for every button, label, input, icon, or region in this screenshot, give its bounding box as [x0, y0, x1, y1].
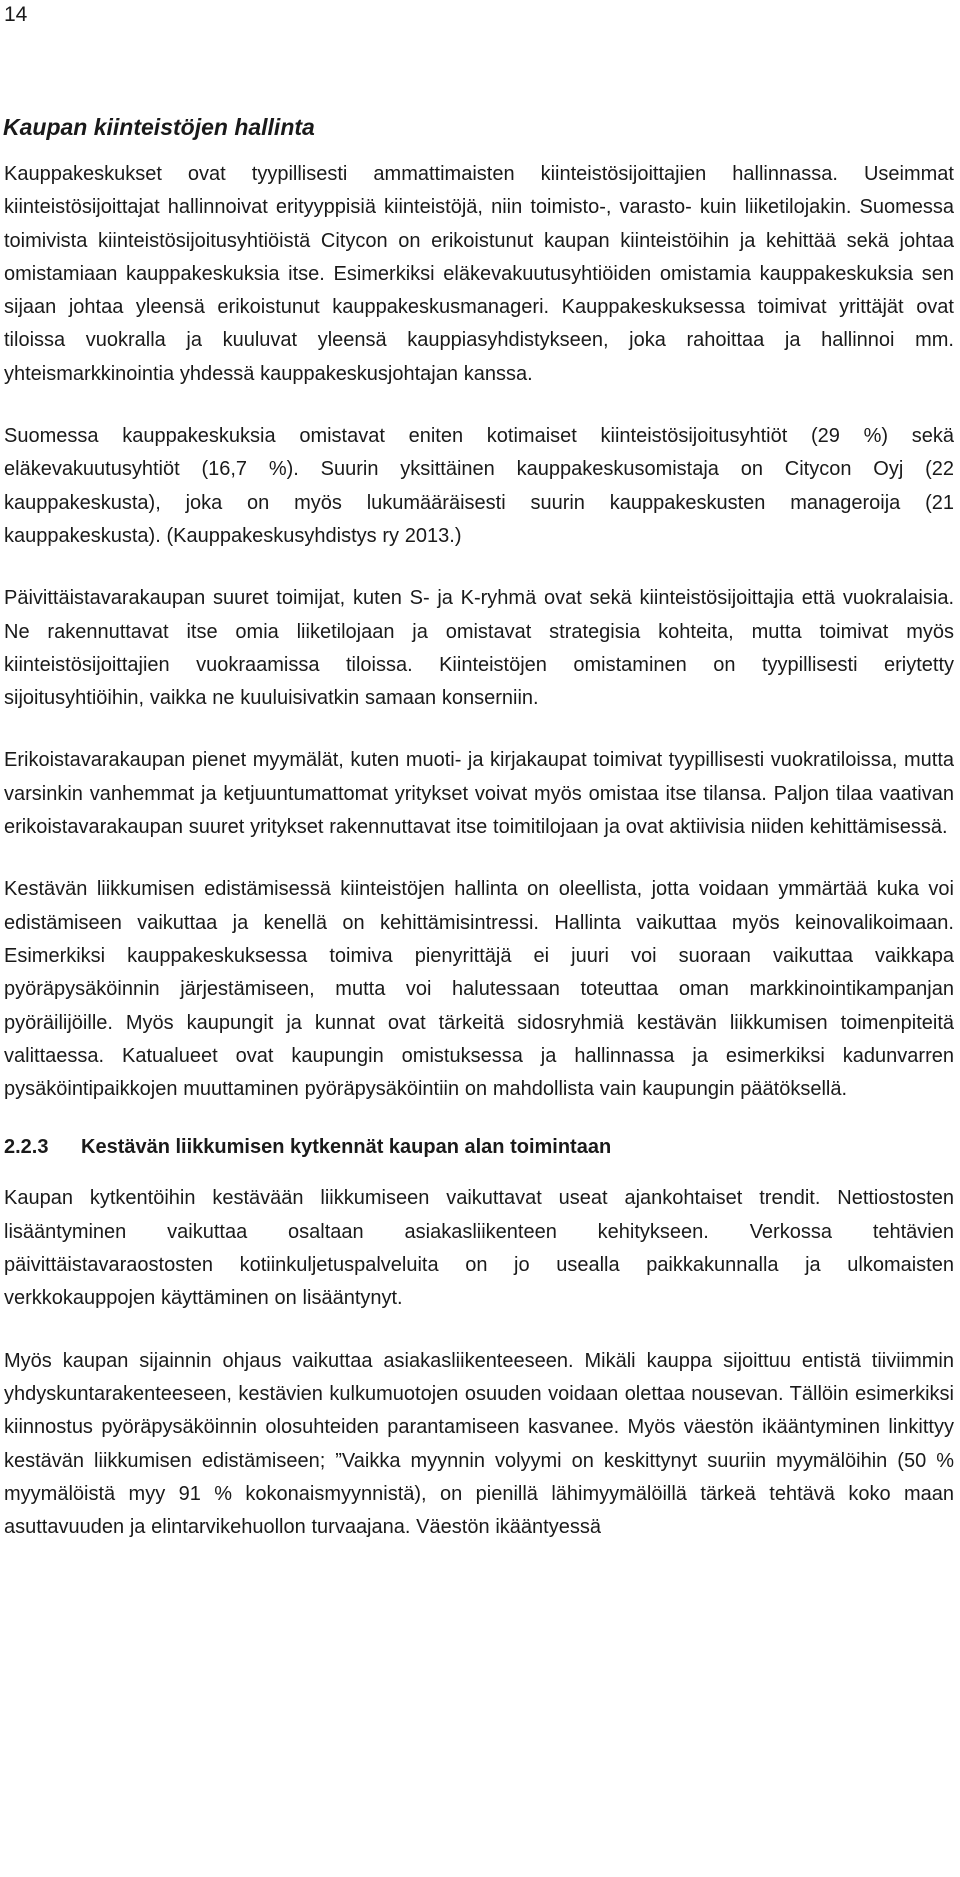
document-body	[4, 158, 954, 1573]
page-number: 14	[4, 3, 28, 26]
paragraph: Suomessa kauppakeskuksia omistavat eniten kotimaiset kiinteistösijoitusyhtiöt (29 %) sekä eläkevakuutusyhtiöt (16,7 %). Suurin yksittäinen kauppakeskusomistaja on Citycon Oyj (22 kauppakeskusta), joka on myös lukumääräisesti suurin kauppakeskusten manageroija (21 kauppakeskusta). (Kauppakeskusyhdistys ry 2013.)	[4, 425, 954, 547]
paragraph: Myös kaupan sijainnin ohjaus vaikuttaa asiakasliikenteeseen. Mikäli kauppa sijoittuu entistä tiiviimmin yhdyskuntarakenteeseen, kestävien kulkumuotojen osuuden voidaan olettaa nousevan. Tällöin esimerkiksi kiinnostus pyöräpysäköinnin olosuhteiden parantamiseen kasvanee. Myös väestön ikääntyminen linkittyy kestävän liikkumisen edistämiseen; ”Vaikka myynnin volyymi on keskittynyt suuriin myymälöihin (50 % myymälöistä myy 91 % kokonaismyynnistä), on pienillä lähimyymälöillä tärkeä tehtävä koko maan asuttavuuden ja elintarvikehuollon turvaajana. Väestön ikääntyessä	[4, 1349, 954, 1539]
subsection-heading	[4, 1131, 954, 1164]
paragraph: Erikoistavarakaupan pienet myymälät, kuten muoti- ja kirjakaupat toimivat tyypillisesti vuokratiloissa, mutta varsinkin vanhemmat ja ketjuuntumattomat yritykset voivat myös omistaa itse tilansa. Paljon tilaa vaativan erikoistavarakaupan suuret yritykset rakennuttavat itse toimitilojaan ja ovat aktiivisia niiden kehittämisessä.	[4, 749, 954, 839]
paragraph: Kauppakeskukset ovat tyypillisesti ammattimaisten kiinteistösijoittajien hallinnassa. Useimmat kiinteistösijoittajat hallinnoivat erityyppisiä kiinteistöjä, niin toimisto-, varasto- kuin liiketilojakin. Suomessa toimivista kiinteistösijoitusyhtiöistä Citycon on erikoistunut kaupan kiinteistöihin ja kehittää sekä johtaa omistamiaan kauppakeskuksia itse. Esimerkiksi eläkevakuutusyhtiöiden omistamia kauppakeskuksia sen sijaan johtaa yleensä erikoistunut kauppakeskusmanageri. Kauppakeskuksessa toimivat yrittäjät ovat tiloissa vuokralla ja kuuluvat yleensä kauppiasyhdistykseen, joka rahoittaa ja hallinnoi mm. yhteismarkkinointia yhdessä kauppakeskusjohtajan kanssa.	[4, 163, 954, 385]
section-heading: Kaupan kiinteistöjen hallinta	[3, 114, 315, 140]
subsection-number: 2.2.3	[4, 1136, 49, 1159]
subsection-title: Kestävän liikkumisen kytkennät kaupan alan toimintaan	[81, 1136, 612, 1159]
paragraph: Päivittäistavarakaupan suuret toimijat, kuten S- ja K-ryhmä ovat sekä kiinteistösijoittajia että vuokralaisia. Ne rakennuttavat itse omia liiketilojaan ja omistavat strategisia kohteita, mutta toimivat myös kiinteistösijoittajien vuokraamissa tiloissa. Kiinteistöjen omistaminen on tyypillisesti eriytetty sijoitusyhtiöihin, vaikka ne kuuluisivatkin samaan konserniin.	[4, 587, 954, 710]
paragraph: Kaupan kytkentöihin kestävään liikkumiseen vaikuttavat useat ajankohtaiset trendit. Nettiostosten lisääntyminen vaikuttaa osaltaan asiakasliikenteen kehitykseen. Verkossa tehtävien päivittäistavaraostosten kotiinkuljetuspalveluita on jo usealla paikkakunnalla ja ulkomaisten verkkokauppojen käyttäminen on lisääntynyt.	[4, 1187, 954, 1310]
paragraph: Kestävän liikkumisen edistämisessä kiinteistöjen hallinta on oleellista, jotta voidaan ymmärtää kuka voi edistämiseen vaikuttaa ja kenellä on kehittämisintressi. Hallinta vaikuttaa myös keinovalikoimaan. Esimerkiksi kauppakeskuksessa toimiva pienyrittäjä ei juuri voi suoraan vaikuttaa vaikkapa pyöräpysäköinnin järjestämiseen, mutta voi halutessaan toteuttaa oman markkinointikampanjan pyöräilijöille. Myös kaupungit ja kunnat ovat tärkeitä sidosryhmiä kestävän liikkumisen toimenpiteitä valittaessa. Katualueet ovat kaupungin omistuksessa ja hallinnassa ja esimerkiksi kadunvarren pysäköintipaikkojen muuttaminen pyöräpysäköintiin on mahdollista vain kaupungin päätöksellä.	[4, 878, 954, 1101]
